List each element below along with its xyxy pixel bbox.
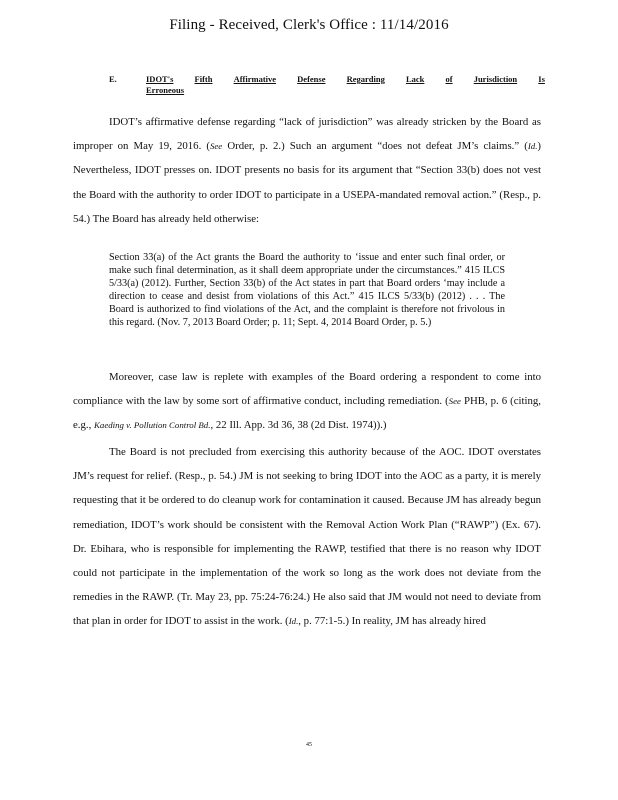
heading-word: Is [538, 74, 545, 84]
section-heading-text [146, 74, 545, 96]
heading-word: Jurisdiction [473, 74, 518, 84]
filing-header: Filing - Received, Clerk's Office : 11/14/2016 [169, 17, 449, 33]
heading-word: IDOT's [146, 74, 174, 84]
heading-word: Lack [405, 74, 425, 84]
heading-word: Regarding [346, 74, 385, 84]
block-quote: Section 33(a) of the Act grants the Board the authority to ‘issue and enter such final order, or make such final determination, as it shall deem appropriate under the circumstances.” 415 ILCS 5/33(a) (2012). Further, Section 33(b) of the Act states in part that Board orders ‘may include a direction to cease and desist from violations of this Act.” 415 ILCS 5/33(b) (2012) . . . The Board is authorized to find violations of the Act, and the complaint is therefore not frivolous in this regard. (Nov. 7, 2013 Board Order; p. 11; Sept. 4, 2014 Board Order, p. 5.) [109, 252, 505, 328]
page-number: 45 [306, 742, 312, 748]
heading-word: of [445, 74, 453, 84]
paragraph-affirmative-defense: IDOT’s affirmative defense regarding “lack of jurisdiction” was already stricken by the Board as improper on May 19, 2016. (See Order, p. 2.) Such an argument “does not defeat JM’s claims.” (Id.) Nevertheless, IDOT presses on. IDOT presents no basis for its argument that “Section 33(b) does not vest the Board with the authority to order IDOT to participate in a USEPA-mandated removal action.” (Resp., p. 54.) The Board has already held otherwise: [73, 116, 542, 225]
heading-word: Erroneous [146, 85, 185, 95]
heading-word: Fifth [194, 74, 213, 84]
heading-word: Affirmative [233, 74, 277, 84]
heading-word: Defense [297, 74, 326, 84]
paragraph-aoc: The Board is not precluded from exercising this authority because of the AOC. IDOT overstates JM’s request for relief. (Resp., p. 54.) JM is not seeking to bring IDOT into the AOC as a party, it is merely requesting that it be ordered to do cleanup work for contamination it caused. Because JM has already begun remediation, IDOT’s work should be consistent with the Removal Action Work Plan (“RAWP”) (Ex. 67). Dr. Ebihara, who is responsible for implementing the RAWP, testified that there is no reason why IDOT could not participate in the implementation of the work so long as the work does not deviate from the remedies in the RAWP. (Tr. May 23, pp. 75:24-76:24.) He also said that JM would not need to deviate from that plan in order for IDOT to assist in the work. (Id., p. 77:1-5.) In reality, JM has already hired [73, 446, 541, 628]
paragraph-case-law: Moreover, case law is replete with examples of the Board ordering a respondent to come into compliance with the law by some sort of affirmative conduct, including remediation. (See PHB, p. 6 (citing, e.g., Kaeding v. Pollution Control Bd., 22 Ill. App. 3d 36, 38 (2d Dist. 1974)).) [73, 371, 541, 432]
section-letter: E. [109, 74, 117, 84]
